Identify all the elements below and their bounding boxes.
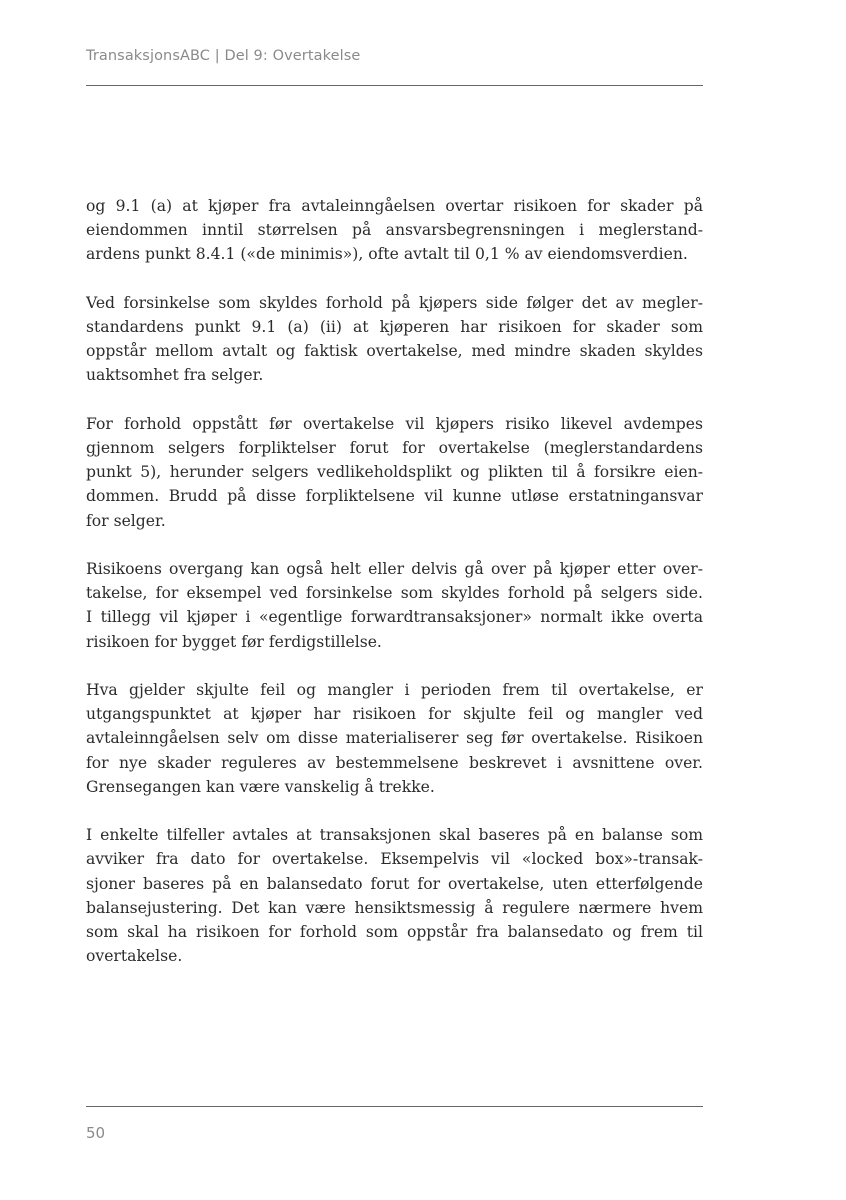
text-line: For forhold oppstått før overtakelse vil kjøpers risiko likevel avdempes <box>86 414 703 433</box>
page-body <box>86 194 703 993</box>
text-line: og 9.1 (a) at kjøper fra avtaleinngåelsen overtar risikoen for skader på <box>86 197 703 215</box>
text-line: for nye skader reguleres av bestemmelsene beskrevet i avsnittene over. <box>86 753 703 772</box>
text-line: utgangspunktet at kjøper har risikoen for skjulte feil og mangler ved <box>86 705 703 724</box>
text-line: dommen. Brudd på disse forpliktelsene vil kunne utløse erstatningansvar <box>86 487 703 506</box>
text-line: Grensegangen kan være vanskelig å trekke. <box>86 777 435 796</box>
paragraph <box>86 194 703 267</box>
text-line: gjennom selgers forpliktelser forut for overtakelse (meglerstandardens <box>86 439 703 457</box>
text-line: avtaleinngåelsen selv om disse materialiserer seg før overtakelse. Risikoen <box>86 729 703 748</box>
text-line: Ved forsinkelse som skyldes forhold på kjøpers side følger det av megler- <box>86 293 703 312</box>
text-line: overtakelse. <box>86 947 183 966</box>
text-line: avviker fra dato for overtakelse. Eksempelvis vil «locked box»-transak- <box>86 850 703 869</box>
paragraph <box>86 557 703 654</box>
text-line: takelse, for eksempel ved forsinkelse som skyldes forhold på selgers side. <box>86 584 703 603</box>
text-line: balansejustering. Det kan være hensiktsmessig å regulere nærmere hvem <box>86 898 703 917</box>
text-line: ardens punkt 8.4.1 («de minimis»), ofte avtalt til 0,1 % av eiendomsverdien. <box>86 245 688 264</box>
text-line: sjoner baseres på en balansedato forut for overtakelse, uten etterfølgende <box>86 874 703 893</box>
running-header: TransaksjonsABC | Del 9: Overtakelse <box>86 48 361 64</box>
text-line: Risikoens overgang kan også helt eller delvis gå over på kjøper etter over- <box>86 560 703 578</box>
text-line: for selger. <box>86 511 166 530</box>
text-line: I enkelte tilfeller avtales at transaksjonen skal baseres på en balanse som <box>86 826 703 845</box>
text-line: uaktsomhet fra selger. <box>86 366 264 385</box>
text-line: Hva gjelder skjulte feil og mangler i perioden frem til overtakelse, er <box>86 681 703 699</box>
text-line: som skal ha risikoen for forhold som oppstår fra balansedato og frem til <box>86 923 703 942</box>
paragraph <box>86 291 703 388</box>
paragraph <box>86 412 703 533</box>
text-line: eiendommen inntil størrelsen på ansvarsbegrensningen i meglerstand- <box>86 221 703 240</box>
paragraph <box>86 678 703 799</box>
text-line: punkt 5), herunder selgers vedlikeholdsplikt og plikten til å forsikre eien- <box>86 463 703 482</box>
text-line: oppstår mellom avtalt og faktisk overtakelse, med mindre skaden skyldes <box>86 342 703 361</box>
page-number: 50 <box>86 1124 106 1142</box>
footer-divider <box>86 1106 703 1107</box>
header-divider <box>86 85 703 86</box>
text-line: I tillegg vil kjøper i «egentlige forwardtransaksjoner» normalt ikke overta <box>86 608 703 627</box>
text-line: risikoen for bygget før ferdigstillelse. <box>86 632 382 651</box>
paragraph <box>86 823 703 968</box>
text-line: standardens punkt 9.1 (a) (ii) at kjøperen har risikoen for skader som <box>86 318 703 336</box>
